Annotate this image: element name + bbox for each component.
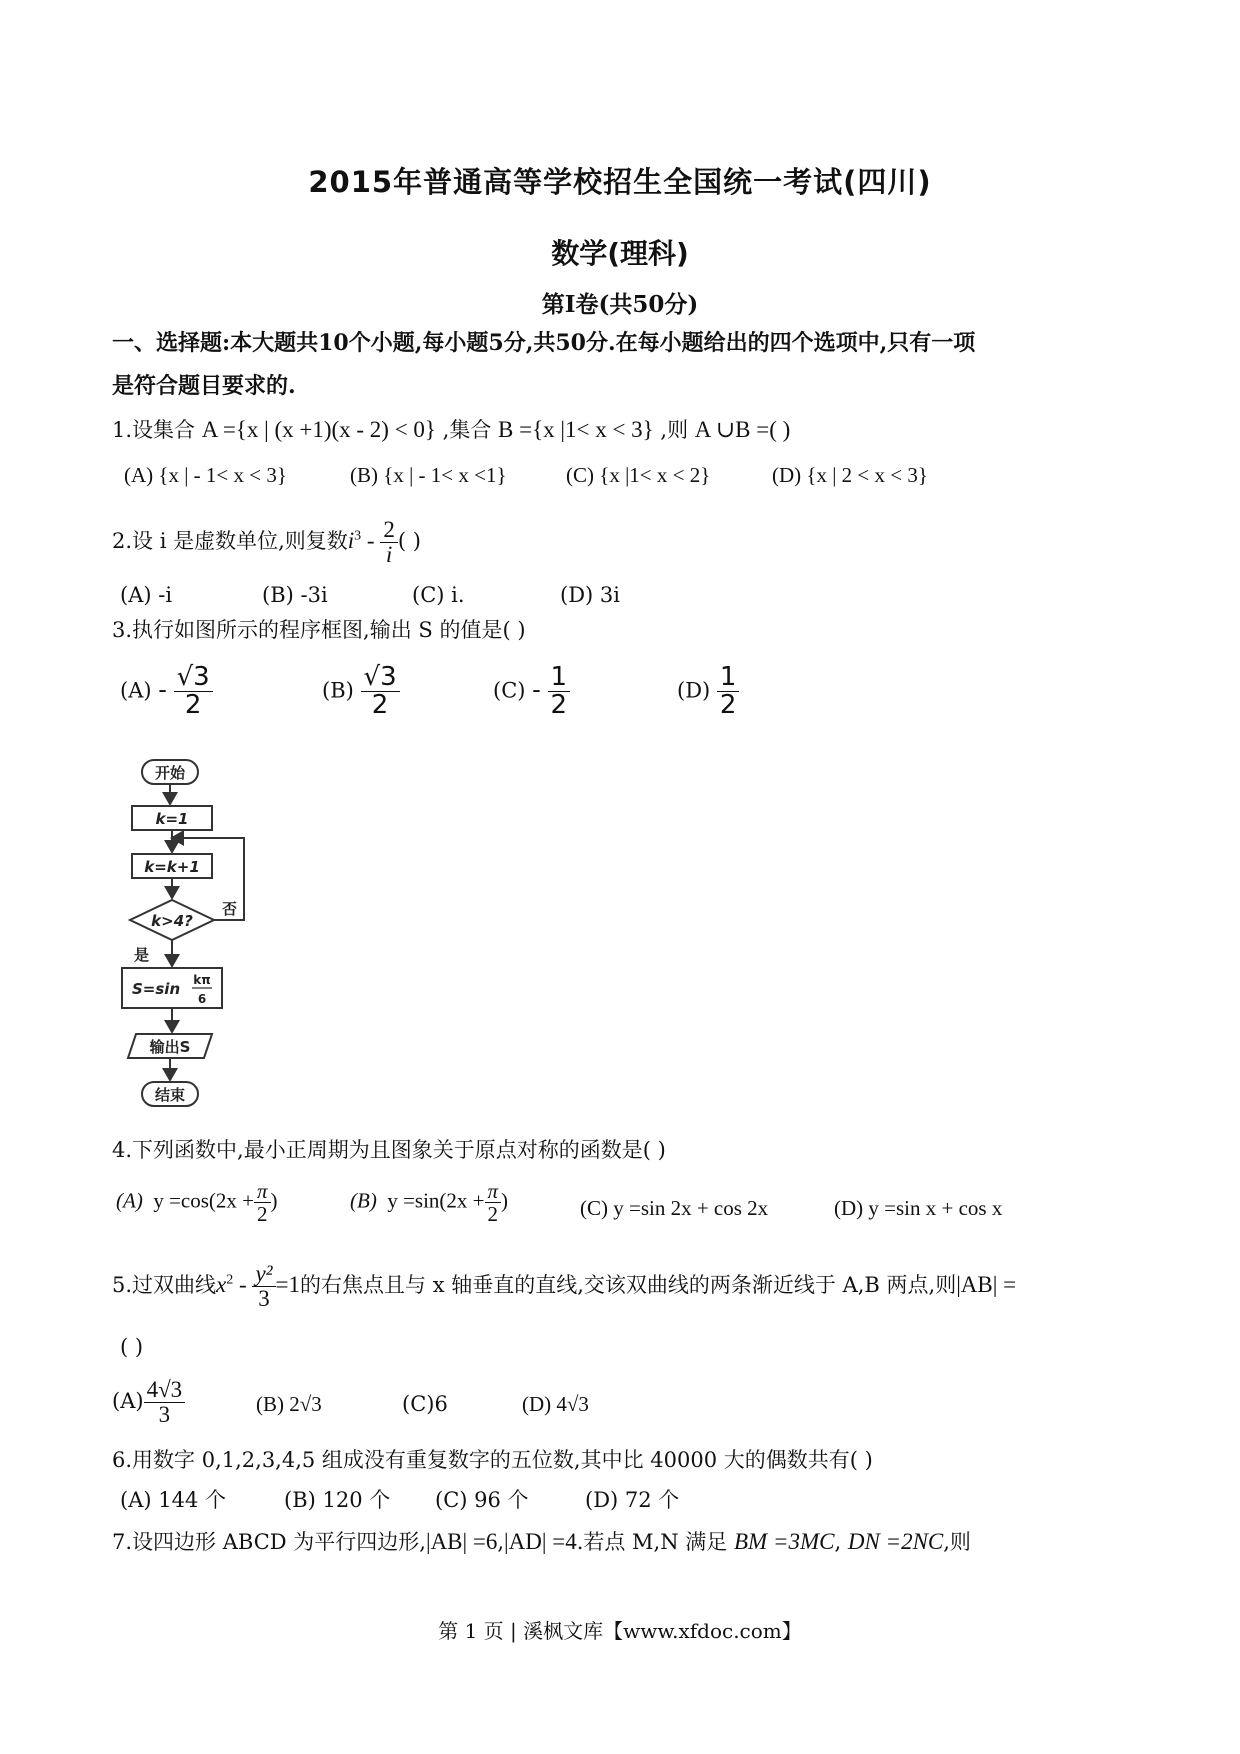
flow-assign-text: S=sin [132,980,181,998]
question-2 [112,518,421,567]
q4-option-b [350,1180,508,1225]
q5-option-c: (C)6 [402,1392,448,1416]
q3-option-d [677,664,739,720]
flow-assign-den: 6 [197,992,207,1006]
q4-b-num: π [485,1180,502,1203]
q5-den: 3 [258,1286,270,1312]
q4-option-c: (C) y =sin 2x + cos 2x [580,1196,769,1220]
q5-x: x [216,1271,227,1297]
q5-option-d: (D) 4√3 [522,1392,589,1416]
q4-a-num: π [254,1180,271,1203]
q7-comma: , [497,1530,505,1554]
q5-pre: 5.过双曲线 [112,1272,217,1297]
flow-no-label: 否 [222,900,238,918]
q2-base: i [347,527,355,553]
q4-b-label: (B) [350,1188,377,1213]
flow-init-text: k=1 [155,810,189,828]
flow-end-text: 结束 [154,1086,186,1104]
q3-c-label: (C) [493,678,526,703]
q5-post: 的右焦点且与 x 轴垂直的直线,交该双曲线的两条渐近线于 A,B 两点,则 [300,1272,957,1297]
q7-bm: BM =3MC [733,1529,835,1554]
exam-title: 2015年普通高等学校招生全国统一考试(四川) [308,165,932,199]
q3-b-fraction [361,664,400,720]
flow-yes-label: 是 [134,946,150,964]
q5-abs: |AB| = [956,1271,1017,1297]
q2-option-b: (B) -3i [262,583,328,607]
q2-option-a: (A) -i [120,583,173,607]
q4-b-fraction [485,1180,502,1225]
q3-a-sign: - [158,675,167,704]
question-7 [112,1528,971,1556]
q1-post: ,则 [660,418,689,442]
q3-b-den: 2 [371,690,389,721]
q3-a-label: (A) [120,678,152,703]
q6-option-b: (B) 120 个 [284,1488,391,1512]
section-instructions-line2: 是符合题目要求的. [112,373,296,399]
q4-a-post: ) [270,1188,278,1213]
q7-pre: 7.设四边形 ABCD 为平行四边形, [112,1530,426,1554]
q7-ab: |AB| =6 [425,1529,498,1554]
q2-num: 2 [380,518,398,543]
q2-exp: 3 [354,528,362,544]
flow-assign-num: kπ [193,973,211,987]
q1-mid: ,集合 [442,418,492,442]
q2-post: ( ) [397,528,421,553]
q4-a-pre: y =cos(2x + [153,1188,255,1213]
flow-start-text: 开始 [154,764,186,782]
q3-b-label: (B) [322,678,354,703]
q5-x-exp: 2 [226,1272,234,1288]
question-6: 6.用数字 0,1,2,3,4,5 组成没有重复数字的五位数,其中比 40000 大的偶数共有( ) [112,1448,873,1472]
q3-a-fraction [174,664,213,720]
q5-a-fraction [144,1378,186,1427]
q3-option-a [120,664,213,720]
q6-option-a: (A) 144 个 [120,1488,226,1512]
flow-output-text: 输出S [149,1038,191,1056]
q2-fraction [380,518,398,567]
q1-pre: 1.设集合 [112,418,196,442]
q7-dn: DN =2NC [847,1529,944,1554]
q4-option-a [116,1180,278,1225]
q7-ad: |AD| =4 [504,1529,577,1554]
q2-option-d: (D) 3i [560,583,620,607]
q3-option-c [493,664,570,720]
q4-a-den: 2 [257,1202,268,1227]
q1-option-b: (B) {x | - 1< x <1} [350,463,507,487]
q3-b-num: √3 [361,664,400,692]
q3-d-den: 2 [719,690,737,721]
q4-a-label: (A) [116,1188,143,1213]
q6-option-d: (D) 72 个 [585,1488,680,1512]
q5-a-label: (A) [112,1389,144,1414]
q7-mid: .若点 M,N 满足 [576,1530,728,1554]
flow-step-text: k=k+1 [144,858,200,876]
q1-option-a: (A) {x | - 1< x < 3} [124,463,287,487]
q2-option-c: (C) i. [412,583,465,607]
q5-a-den: 3 [158,1402,171,1428]
q3-a-den: 2 [184,690,202,721]
q5-option-b: (B) 2√3 [256,1392,322,1416]
flow-cond-text: k>4? [151,912,193,930]
q3-c-num: 1 [548,664,571,692]
q1-set-b: B ={x |1< x < 3} [498,417,654,442]
q1-set-a: A ={x | (x +1)(x - 2) < 0} [201,417,436,442]
page-footer: 第 1 页 | 溪枫文库【www.xfdoc.com】 [438,1619,802,1643]
q6-option-c: (C) 96 个 [435,1488,529,1512]
q4-b-post: ) [501,1188,509,1213]
q3-d-fraction [717,664,740,720]
q5-paren: ( ) [120,1335,144,1359]
q5-num: y² [252,1262,275,1287]
q3-option-b [322,664,400,720]
q5-a-num: 4√3 [144,1378,186,1403]
q3-d-num: 1 [717,664,740,692]
q3-d-label: (D) [677,678,711,703]
q5-fraction [252,1262,275,1311]
q3-c-sign: - [532,675,541,704]
question-3: 3.执行如图所示的程序框图,输出 S 的值是( ) [112,618,526,642]
q2-den: i [385,542,393,568]
q5-minus: - [233,1271,253,1297]
question-4: 4.下列函数中,最小正周期为且图象关于原点对称的函数是( ) [112,1138,666,1162]
q4-a-fraction [254,1180,271,1225]
q4-option-d: (D) y =sin x + cos x [834,1196,1003,1220]
q5-option-a [112,1378,185,1427]
q4-b-den: 2 [487,1202,499,1227]
section-instructions-line1: 一、选择题:本大题共10个小题,每小题5分,共50分.在每小题给出的四个选项中,只有一项 [112,330,976,356]
question-1 [112,416,790,444]
q1-option-d: (D) {x | 2 < x < 3} [772,463,928,487]
q3-c-fraction [548,664,571,720]
q2-minus: - [361,527,381,553]
q2-pre: 2.设 i 是虚数单位,则复数 [112,528,348,553]
flowchart [112,752,302,1122]
q4-b-pre: y =sin(2x + [387,1188,485,1213]
question-5 [112,1262,1016,1311]
exam-subtitle: 数学(理科) [551,237,689,270]
q7-post: ,则 [943,1530,971,1554]
q1-option-c: (C) {x |1< x < 2} [566,463,711,487]
q5-eq: =1 [275,1271,301,1297]
q3-c-den: 2 [550,690,568,721]
q1-expr: A ∪B =( ) [694,417,791,442]
part-heading: 第Ⅰ卷(共50分) [541,291,699,318]
q3-a-num: √3 [174,664,213,692]
q7-comma2: , [834,1530,842,1554]
